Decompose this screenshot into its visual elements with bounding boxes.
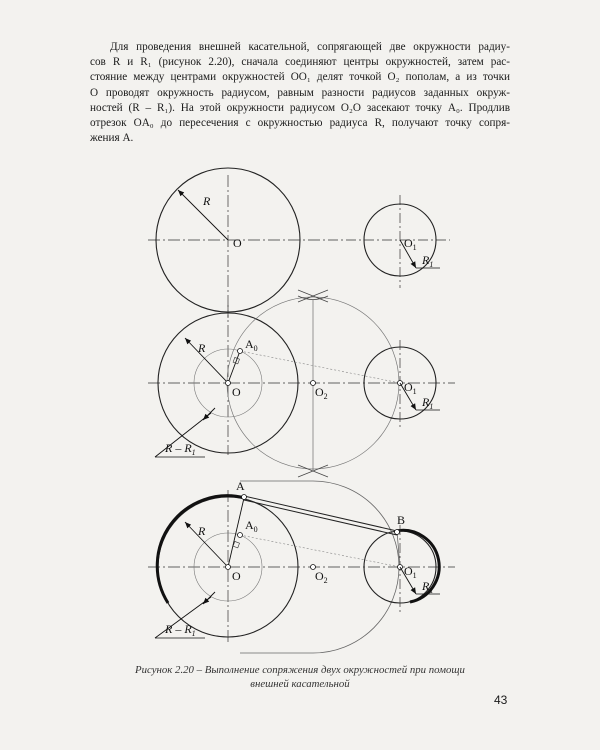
svg-text:R1: $R_1$ — [422, 579, 434, 595]
paragraph-line: O проводят окружность радиусом, равным разности радиусов заданных окруж- — [90, 86, 510, 99]
paragraph-line: стояние между центрами окружностей OO₁ делят точкой O₂ пополам, а из точки — [90, 71, 510, 84]
caption-line-1: Рисунок 2.20 – Выполнение сопряжения двух окружностей при помощи — [135, 664, 465, 676]
svg-text:R – R1: R – $R_1$ — [165, 622, 196, 638]
svg-text:O: O — [232, 569, 241, 583]
paragraph-line: ностей (R – R₁). На этой окружности радиусом O₂O засекают точку A₀. Продлив — [90, 101, 510, 114]
panel-2 — [148, 290, 455, 477]
label-O1: $O_1$ — [404, 236, 417, 252]
paragraph-line: сов R и R₁ (рисунок 2.20), сначала соединяют центры окружностей, затем рас- — [90, 56, 510, 69]
svg-text:A0: $A_0$ — [245, 518, 258, 534]
svg-text:O: O — [232, 385, 241, 399]
label-A: A — [236, 479, 245, 493]
panel-3 — [148, 479, 455, 653]
figure-caption — [60, 663, 540, 691]
panel-1 — [148, 168, 450, 318]
label-B: B — [397, 513, 406, 527]
label-O: O — [233, 236, 242, 250]
paragraph-line: отрезок OA₀ до пересечения с окружностью радиуса R, получают точку сопря- — [90, 117, 510, 130]
label-R-minus-R1: R – $R_1$ — [165, 441, 196, 457]
paragraph-line: жения A. — [90, 132, 134, 145]
page-number: 43 — [494, 693, 508, 707]
svg-text:R: R — [198, 341, 206, 355]
label-R: R — [203, 194, 211, 208]
svg-text:R: R — [198, 524, 206, 538]
label-O2: $O_2$ — [315, 385, 328, 401]
caption-line-2: внешней касательной — [250, 678, 350, 690]
svg-text:R1: $R_1$ — [422, 395, 434, 411]
svg-text:O1: $O_1$ — [404, 380, 417, 396]
svg-text:O2: $O_2$ — [315, 569, 328, 585]
paragraph-line: Для проведения внешней касательной, сопрягающей две окружности радиу- — [110, 41, 510, 53]
label-R1: $R_1$ — [422, 253, 434, 269]
svg-text:O1: $O_1$ — [404, 564, 417, 580]
label-A0: $A_0$ — [245, 337, 258, 353]
